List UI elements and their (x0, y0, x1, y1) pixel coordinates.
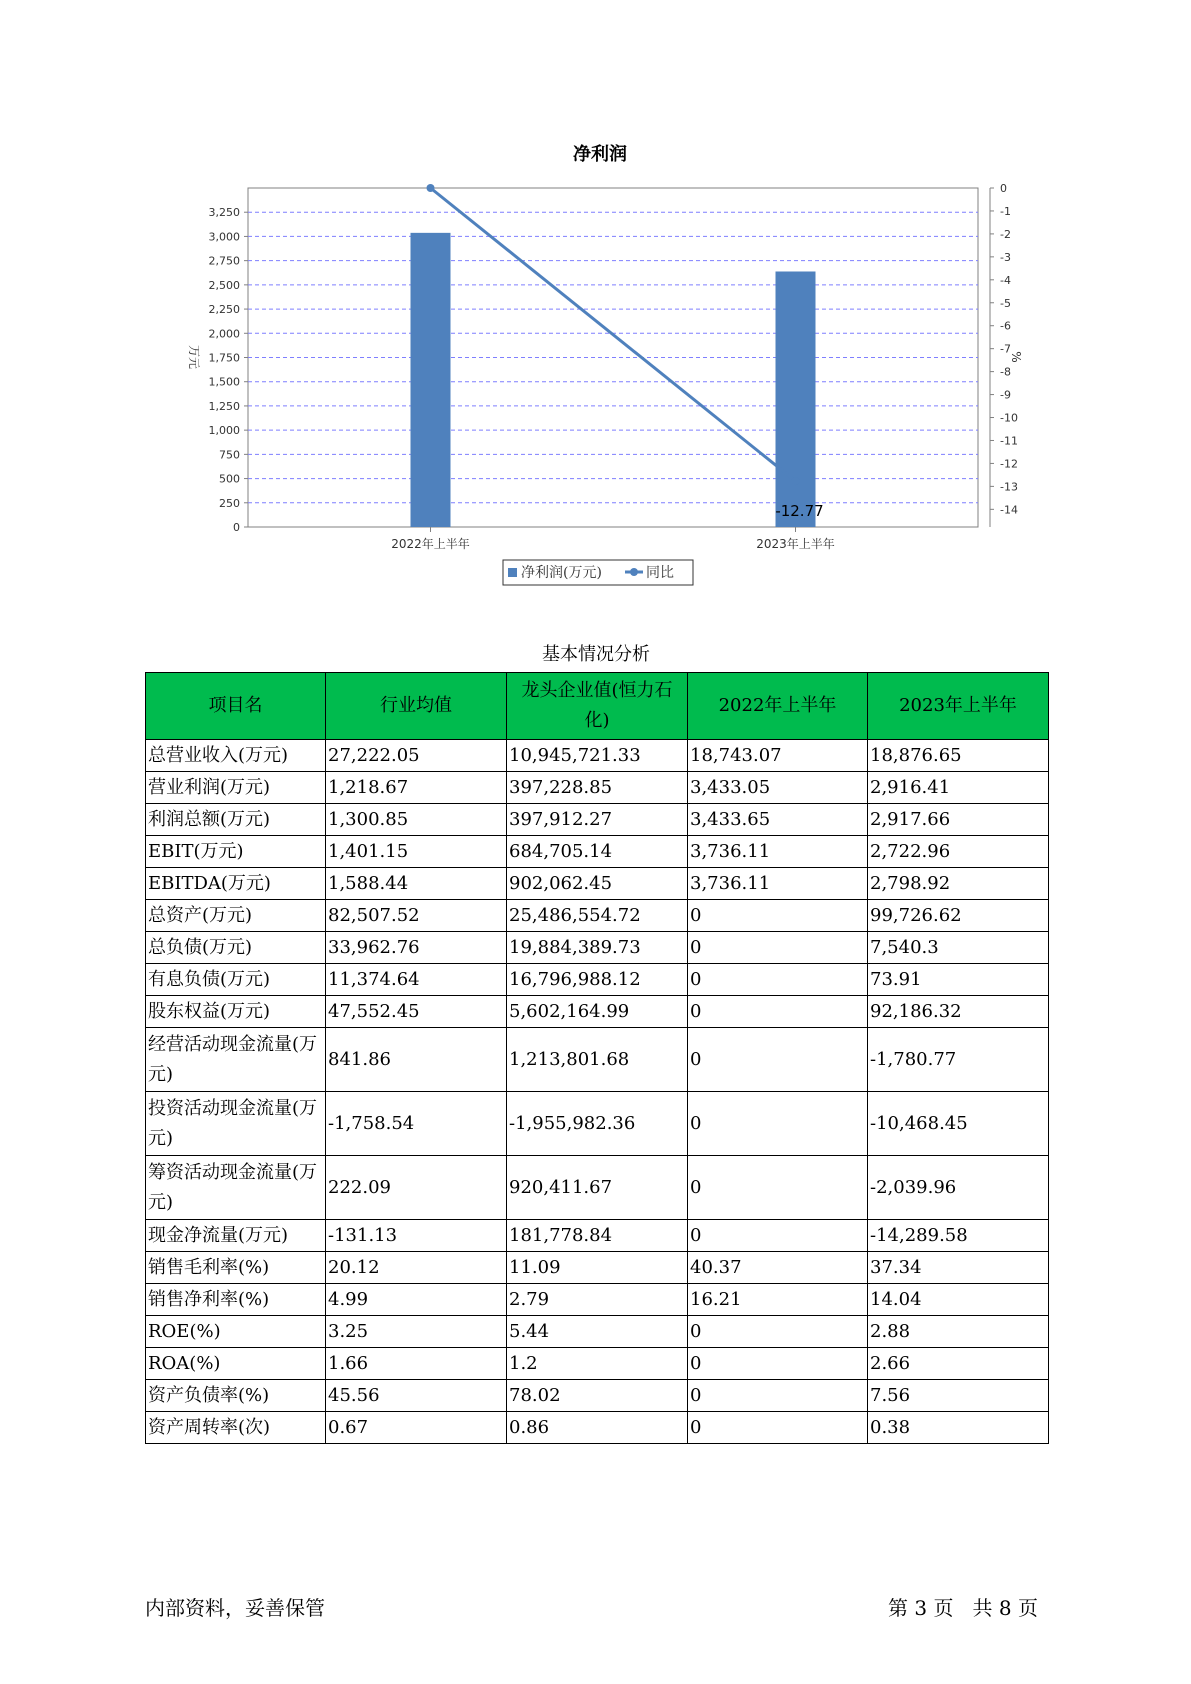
y2-tick-label: -3 (1000, 250, 1011, 264)
y2-tick-label: -10 (1000, 411, 1018, 425)
legend-bar-swatch (508, 568, 517, 577)
chart-svg (0, 0, 1191, 600)
row-value: 7.56 (868, 1380, 1049, 1412)
table-row (146, 964, 1049, 996)
y-tick-label: 1,750 (208, 351, 240, 365)
y2-tick-label: -14 (1000, 503, 1018, 517)
row-value: 397,912.27 (507, 804, 688, 836)
row-value: 0 (688, 900, 868, 932)
yoy-point-1 (427, 184, 435, 192)
row-label: ROA(%) (146, 1348, 326, 1380)
legend-line-marker (630, 568, 638, 576)
chart-title: 净利润 (573, 144, 627, 165)
row-value: 0.86 (507, 1412, 688, 1444)
y2-tick-label: -8 (1000, 365, 1011, 379)
row-value: 920,411.67 (507, 1156, 688, 1220)
header-2022h1: 2022年上半年 (688, 673, 868, 740)
y-tick-label: 1,500 (208, 375, 240, 389)
y2-tick-label: -5 (1000, 296, 1011, 310)
table-row (146, 1028, 1049, 1092)
y2-tick-label: -6 (1000, 319, 1011, 333)
bar-1 (411, 233, 451, 527)
row-label: 资产周转率(次) (146, 1412, 326, 1444)
row-label: 总负债(万元) (146, 932, 326, 964)
row-value: 222.09 (326, 1156, 507, 1220)
yoy-point-2 (792, 477, 800, 485)
row-value: 1,218.67 (326, 772, 507, 804)
y-tick-label: 2,000 (208, 327, 240, 341)
y2-tick-label: -12 (1000, 457, 1018, 471)
row-value: 45.56 (326, 1380, 507, 1412)
table-row (146, 1380, 1049, 1412)
row-value: 0.38 (868, 1412, 1049, 1444)
row-value: 2,798.92 (868, 868, 1049, 900)
y2-tick-label: -2 (1000, 227, 1011, 241)
table-row (146, 804, 1049, 836)
row-value: 1,588.44 (326, 868, 507, 900)
y2-tick-label: -11 (1000, 434, 1018, 448)
footer-confidential: 内部资料，妥善保管 (145, 1596, 325, 1620)
header-industry-avg: 行业均值 (326, 673, 507, 740)
row-value: 73.91 (868, 964, 1049, 996)
table-row (146, 932, 1049, 964)
row-value: 0 (688, 932, 868, 964)
row-value: 27,222.05 (326, 740, 507, 772)
row-value: 397,228.85 (507, 772, 688, 804)
table-row (146, 772, 1049, 804)
row-value: 25,486,554.72 (507, 900, 688, 932)
row-value: 18,743.07 (688, 740, 868, 772)
row-value: 2,722.96 (868, 836, 1049, 868)
row-value: -10,468.45 (868, 1092, 1049, 1156)
y2-axis-label: % (1009, 351, 1023, 363)
table-row (146, 740, 1049, 772)
row-value: 1,401.15 (326, 836, 507, 868)
row-value: 5.44 (507, 1316, 688, 1348)
table-row (146, 868, 1049, 900)
y2-tick-label: -13 (1000, 480, 1018, 494)
header-2023h1: 2023年上半年 (868, 673, 1049, 740)
row-value: 0 (688, 1316, 868, 1348)
table-row (146, 1156, 1049, 1220)
row-value: 2.88 (868, 1316, 1049, 1348)
row-value: 3,736.11 (688, 868, 868, 900)
row-label: 资产负债率(%) (146, 1380, 326, 1412)
row-value: 1,300.85 (326, 804, 507, 836)
row-value: 2,917.66 (868, 804, 1049, 836)
row-value: 1.2 (507, 1348, 688, 1380)
y2-tick-label: -1 (1000, 204, 1011, 218)
y2-tick-label: 0 (1000, 182, 1007, 195)
legend-bar-label: 净利润(万元) (521, 565, 602, 581)
table-row (146, 900, 1049, 932)
table-row (146, 1348, 1049, 1380)
row-label: EBIT(万元) (146, 836, 326, 868)
y-tick-label: 3,250 (208, 206, 240, 220)
header-item-name: 项目名 (146, 673, 326, 740)
row-label: 股东权益(万元) (146, 996, 326, 1028)
row-value: 20.12 (326, 1252, 507, 1284)
row-value: 19,884,389.73 (507, 932, 688, 964)
row-label: 总营业收入(万元) (146, 740, 326, 772)
row-value: 5,602,164.99 (507, 996, 688, 1028)
row-value: -131.13 (326, 1220, 507, 1252)
row-value: 4.99 (326, 1284, 507, 1316)
row-label: 筹资活动现金流量(万元) (146, 1156, 326, 1220)
row-value: 40.37 (688, 1252, 868, 1284)
bar-2 (776, 271, 816, 527)
y-tick-label: 1,000 (208, 424, 240, 438)
y-tick-label: 2,250 (208, 303, 240, 317)
x-tick-label: 2023年上半年 (756, 537, 835, 551)
table-row (146, 1252, 1049, 1284)
analysis-table (145, 672, 1049, 1444)
row-value: 11.09 (507, 1252, 688, 1284)
yoy-line (431, 188, 796, 481)
row-value: 99,726.62 (868, 900, 1049, 932)
row-value: 3,433.05 (688, 772, 868, 804)
table-row (146, 836, 1049, 868)
row-label: 营业利润(万元) (146, 772, 326, 804)
row-value: 0 (688, 1028, 868, 1092)
row-value: 82,507.52 (326, 900, 507, 932)
row-label: 销售净利率(%) (146, 1284, 326, 1316)
x-tick-label: 2022年上半年 (391, 537, 470, 551)
row-value: 2.79 (507, 1284, 688, 1316)
row-value: 0 (688, 1092, 868, 1156)
row-value: 16,796,988.12 (507, 964, 688, 996)
yoy-data-label: -12.77 (775, 502, 824, 521)
row-value: 0 (688, 996, 868, 1028)
y-tick-label: 0 (233, 521, 240, 534)
y-tick-label: 2,500 (208, 278, 240, 292)
table-row (146, 1220, 1049, 1252)
y2-tick-label: -7 (1000, 342, 1011, 356)
row-value: 684,705.14 (507, 836, 688, 868)
row-value: 2,916.41 (868, 772, 1049, 804)
y2-tick-label: -4 (1000, 273, 1011, 287)
row-value: 0 (688, 964, 868, 996)
row-value: 10,945,721.33 (507, 740, 688, 772)
section-title: 基本情况分析 (542, 644, 650, 665)
table-row (146, 1284, 1049, 1316)
row-value: -1,955,982.36 (507, 1092, 688, 1156)
row-value: 33,962.76 (326, 932, 507, 964)
row-value: 7,540.3 (868, 932, 1049, 964)
row-label: ROE(%) (146, 1316, 326, 1348)
row-value: -14,289.58 (868, 1220, 1049, 1252)
y-tick-label: 500 (219, 472, 240, 486)
row-value: 18,876.65 (868, 740, 1049, 772)
footer-page-number: 第 3 页 共 8 页 (888, 1596, 1038, 1620)
row-value: 3,433.65 (688, 804, 868, 836)
row-value: 3,736.11 (688, 836, 868, 868)
row-value: 92,186.32 (868, 996, 1049, 1028)
row-value: 78.02 (507, 1380, 688, 1412)
y-tick-label: 250 (219, 496, 240, 510)
row-value: 0 (688, 1412, 868, 1444)
row-label: 销售毛利率(%) (146, 1252, 326, 1284)
row-value: 841.86 (326, 1028, 507, 1092)
row-label: EBITDA(万元) (146, 868, 326, 900)
row-value: 37.34 (868, 1252, 1049, 1284)
row-value: 3.25 (326, 1316, 507, 1348)
net-profit-chart (0, 0, 1191, 600)
table-row (146, 1412, 1049, 1444)
row-value: 0 (688, 1380, 868, 1412)
row-value: -1,758.54 (326, 1092, 507, 1156)
row-label: 有息负债(万元) (146, 964, 326, 996)
table-row (146, 1316, 1049, 1348)
row-label: 利润总额(万元) (146, 804, 326, 836)
header-leader-value: 龙头企业值(恒力石化) (507, 673, 688, 740)
row-value: 2.66 (868, 1348, 1049, 1380)
row-label: 总资产(万元) (146, 900, 326, 932)
y-tick-label: 1,250 (208, 399, 240, 413)
row-value: 14.04 (868, 1284, 1049, 1316)
row-value: 47,552.45 (326, 996, 507, 1028)
row-value: 0.67 (326, 1412, 507, 1444)
row-value: 11,374.64 (326, 964, 507, 996)
table-body (146, 740, 1049, 1444)
row-label: 经营活动现金流量(万元) (146, 1028, 326, 1092)
legend-line-label: 同比 (646, 565, 674, 581)
row-label: 现金净流量(万元) (146, 1220, 326, 1252)
y-tick-label: 750 (219, 448, 240, 462)
table-header-row (146, 673, 1049, 740)
row-label: 投资活动现金流量(万元) (146, 1092, 326, 1156)
y-tick-label: 2,750 (208, 254, 240, 268)
row-value: 0 (688, 1156, 868, 1220)
row-value: 902,062.45 (507, 868, 688, 900)
table-row (146, 996, 1049, 1028)
row-value: 1.66 (326, 1348, 507, 1380)
row-value: 0 (688, 1220, 868, 1252)
row-value: -2,039.96 (868, 1156, 1049, 1220)
row-value: 1,213,801.68 (507, 1028, 688, 1092)
row-value: 0 (688, 1348, 868, 1380)
y-tick-label: 3,000 (208, 230, 240, 244)
row-value: 16.21 (688, 1284, 868, 1316)
row-value: 181,778.84 (507, 1220, 688, 1252)
table-row (146, 1092, 1049, 1156)
y2-tick-label: -9 (1000, 388, 1011, 402)
y-axis-label: 万元 (187, 344, 201, 370)
row-value: -1,780.77 (868, 1028, 1049, 1092)
